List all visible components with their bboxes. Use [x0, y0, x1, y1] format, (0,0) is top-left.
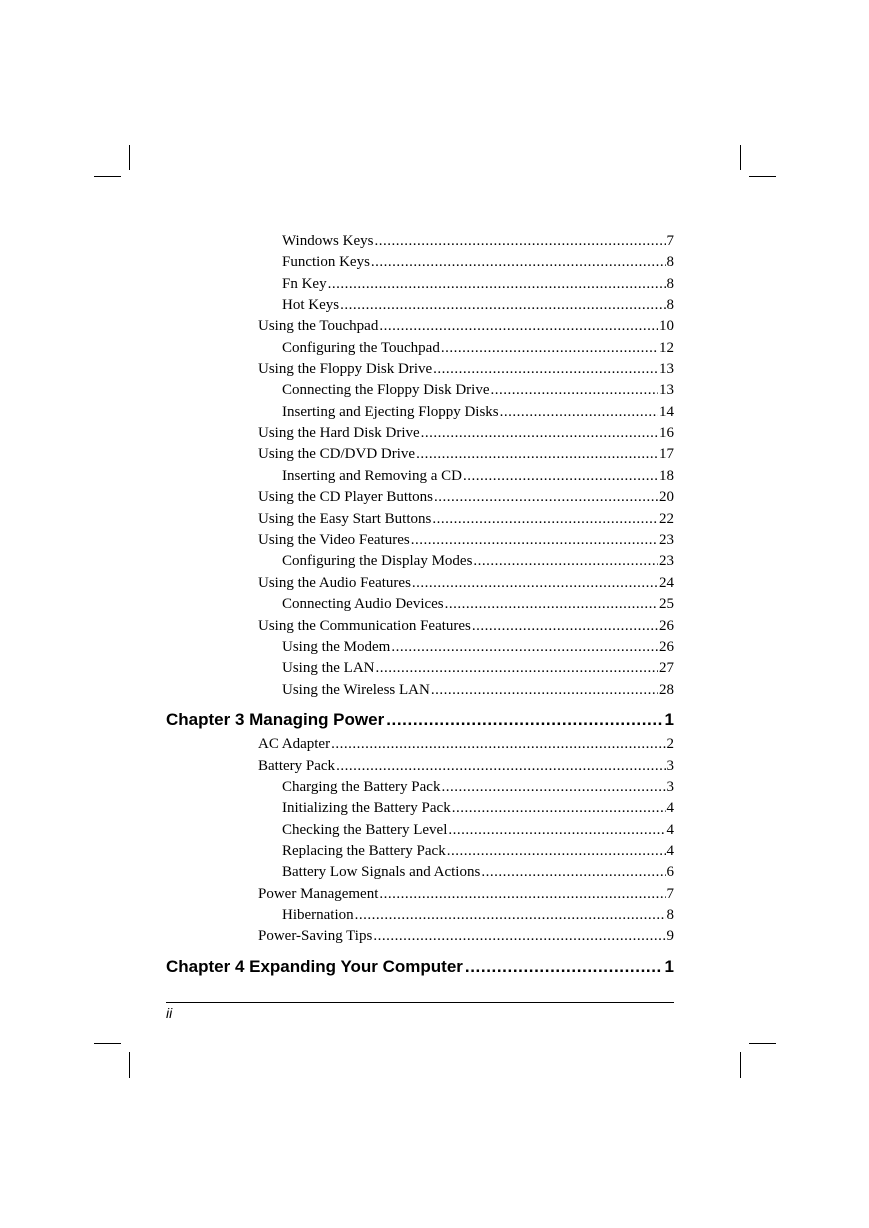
- dot-leader: [379, 885, 665, 903]
- toc-entry[interactable]: [258, 927, 674, 945]
- dot-leader: [331, 735, 665, 753]
- toc-entry-page: 13: [659, 361, 674, 377]
- toc-entry-title: Windows Keys: [282, 233, 374, 249]
- toc-entry-title: Inserting and Ejecting Floppy Disks: [282, 404, 499, 420]
- toc-entry-page: 26: [659, 639, 674, 655]
- toc-entry-page: 8: [666, 254, 674, 270]
- toc-entry-title: Using the CD/DVD Drive: [258, 446, 416, 462]
- toc-entry-page: 27: [659, 660, 674, 676]
- toc-entry-page: 6: [666, 864, 674, 880]
- toc-entry[interactable]: [258, 617, 674, 635]
- toc-entry-page: 2: [666, 736, 674, 752]
- toc-entry-title: AC Adapter: [258, 736, 331, 752]
- toc-entry-title: Using the Easy Start Buttons: [258, 511, 432, 527]
- toc-chapter-title: Chapter 4 Expanding Your Computer: [166, 957, 463, 976]
- toc-entry-title: Hibernation: [282, 907, 354, 923]
- toc-entry-title: Using the Wireless LAN: [282, 682, 430, 698]
- toc-entry[interactable]: [258, 317, 674, 335]
- toc-entry-title: Using the Video Features: [258, 532, 410, 548]
- toc-entry-title: Using the Modem: [282, 639, 391, 655]
- dot-leader: [391, 638, 658, 656]
- toc-entry-page: 4: [666, 822, 674, 838]
- dot-leader: [374, 232, 665, 250]
- toc-entry-title: Charging the Battery Pack: [282, 779, 441, 795]
- dot-leader: [373, 927, 665, 945]
- toc-entry-title: Connecting the Floppy Disk Drive: [282, 382, 490, 398]
- toc-chapter-4[interactable]: [166, 957, 674, 977]
- toc-entry[interactable]: [282, 681, 674, 699]
- toc-entry-page: 9: [666, 928, 674, 944]
- toc-entry-page: 24: [659, 575, 674, 591]
- toc-entry-page: 17: [659, 446, 674, 462]
- toc-entry-page: 22: [659, 511, 674, 527]
- toc-entry-title: Using the Hard Disk Drive: [258, 425, 420, 441]
- toc-entry[interactable]: [282, 778, 674, 796]
- toc-entry-page: 28: [659, 682, 674, 698]
- crop-mark-top-right-v: [740, 145, 741, 170]
- toc-entry-title: Using the Communication Features: [258, 618, 471, 634]
- dot-leader: [472, 617, 658, 635]
- dot-leader: [376, 659, 659, 677]
- toc-entry-title: Fn Key: [282, 276, 327, 292]
- dot-leader: [481, 863, 665, 881]
- toc-entry[interactable]: [258, 735, 674, 753]
- toc-entry-page: 7: [666, 233, 674, 249]
- toc-entry[interactable]: [282, 253, 674, 271]
- dot-leader: [432, 510, 658, 528]
- toc-entry[interactable]: [282, 821, 674, 839]
- footer-page-number: ii: [166, 1005, 173, 1021]
- toc-entry-page: 3: [666, 779, 674, 795]
- dot-leader: [416, 445, 658, 463]
- crop-mark-top-right-h: [749, 176, 776, 177]
- toc-entry[interactable]: [282, 381, 674, 399]
- toc-entry[interactable]: [258, 757, 674, 775]
- toc-entry-page: 18: [659, 468, 674, 484]
- toc-entry-title: Using the Floppy Disk Drive: [258, 361, 433, 377]
- dot-leader: [447, 842, 666, 860]
- dot-leader: [386, 710, 662, 730]
- toc-entry-page: 12: [659, 340, 674, 356]
- dot-leader: [465, 957, 663, 977]
- dot-leader: [441, 339, 658, 357]
- toc-entry-page: 23: [659, 532, 674, 548]
- toc-entry-title: Configuring the Display Modes: [282, 553, 473, 569]
- toc-entry[interactable]: [258, 360, 674, 378]
- dot-leader: [473, 552, 658, 570]
- crop-mark-top-left-h: [94, 176, 121, 177]
- toc-entry-title: Initializing the Battery Pack: [282, 800, 451, 816]
- dot-leader: [433, 360, 658, 378]
- toc-entry-page: 8: [666, 276, 674, 292]
- crop-mark-bottom-right-v: [740, 1052, 741, 1078]
- toc-entry-title: Using the Audio Features: [258, 575, 411, 591]
- toc-entry-page: 16: [659, 425, 674, 441]
- dot-leader: [500, 403, 658, 421]
- toc-entry[interactable]: [282, 296, 674, 314]
- dot-leader: [445, 595, 658, 613]
- dot-leader: [328, 275, 666, 293]
- toc-entry[interactable]: [258, 574, 674, 592]
- toc-chapter-title: Chapter 3 Managing Power: [166, 710, 385, 729]
- dot-leader: [490, 381, 658, 399]
- toc-entry[interactable]: [282, 595, 674, 613]
- toc-entry[interactable]: [258, 445, 674, 463]
- toc-entry-title: Using the Touchpad: [258, 318, 379, 334]
- toc-entry-page: 26: [659, 618, 674, 634]
- toc-entry-page: 14: [659, 404, 674, 420]
- toc-entry[interactable]: [282, 232, 674, 250]
- toc-entry[interactable]: [282, 842, 674, 860]
- crop-mark-top-left-v: [129, 145, 130, 170]
- toc-entry-title: Using the LAN: [282, 660, 375, 676]
- toc-entry-page: 20: [659, 489, 674, 505]
- toc-entry-title: Hot Keys: [282, 297, 340, 313]
- toc-entry-title: Power Management: [258, 886, 379, 902]
- toc-entry[interactable]: [282, 275, 674, 293]
- toc-entry-page: 7: [666, 886, 674, 902]
- dot-leader: [431, 681, 658, 699]
- dot-leader: [336, 757, 665, 775]
- dot-leader: [379, 317, 658, 335]
- toc-entry-page: 4: [666, 800, 674, 816]
- toc-chapter-page: 1: [664, 710, 674, 729]
- toc-entry-title: Replacing the Battery Pack: [282, 843, 446, 859]
- toc-entry-title: Using the CD Player Buttons: [258, 489, 433, 505]
- toc-entry[interactable]: [282, 638, 674, 656]
- toc-entry[interactable]: [282, 467, 674, 485]
- dot-leader: [448, 821, 665, 839]
- toc-entry[interactable]: [258, 510, 674, 528]
- toc-entry-title: Function Keys: [282, 254, 370, 270]
- toc-entry-page: 13: [659, 382, 674, 398]
- toc-entry-page: 4: [666, 843, 674, 859]
- crop-mark-bottom-right-h: [749, 1043, 776, 1044]
- toc-entry[interactable]: [282, 906, 674, 924]
- toc-entry-title: Battery Pack: [258, 758, 336, 774]
- toc-entry-page: 8: [666, 907, 674, 923]
- dot-leader: [452, 799, 666, 817]
- dot-leader: [340, 296, 665, 314]
- toc-entry[interactable]: [282, 552, 674, 570]
- toc-entry[interactable]: [282, 659, 674, 677]
- toc-chapter-page: 1: [664, 957, 674, 976]
- dot-leader: [463, 467, 658, 485]
- toc-entry-title: Configuring the Touchpad: [282, 340, 440, 356]
- dot-leader: [421, 424, 658, 442]
- dot-leader: [355, 906, 666, 924]
- dot-leader: [371, 253, 666, 271]
- toc-entry[interactable]: [258, 424, 674, 442]
- dot-leader: [412, 574, 658, 592]
- toc-entry-title: Connecting Audio Devices: [282, 596, 444, 612]
- toc-entry-title: Power-Saving Tips: [258, 928, 373, 944]
- dot-leader: [434, 488, 658, 506]
- toc-entry[interactable]: [282, 403, 674, 421]
- toc-entry[interactable]: [258, 885, 674, 903]
- toc-entry-title: Checking the Battery Level: [282, 822, 448, 838]
- crop-mark-bottom-left-h: [94, 1043, 121, 1044]
- toc-entry-title: Inserting and Removing a CD: [282, 468, 462, 484]
- dot-leader: [441, 778, 665, 796]
- toc-entry-page: 23: [659, 553, 674, 569]
- toc-chapter-3[interactable]: [166, 710, 674, 730]
- toc-entry[interactable]: [258, 488, 674, 506]
- toc-entry[interactable]: [282, 339, 674, 357]
- crop-mark-bottom-left-v: [129, 1052, 130, 1078]
- toc-entry[interactable]: [258, 531, 674, 549]
- dot-leader: [411, 531, 658, 549]
- toc-entry-page: 25: [659, 596, 674, 612]
- toc-entry-title: Battery Low Signals and Actions: [282, 864, 481, 880]
- toc-entry-page: 3: [666, 758, 674, 774]
- toc-entry[interactable]: [282, 863, 674, 881]
- toc-entry-page: 10: [659, 318, 674, 334]
- footer-rule: [166, 1002, 674, 1003]
- toc-entry-page: 8: [666, 297, 674, 313]
- toc-entry[interactable]: [282, 799, 674, 817]
